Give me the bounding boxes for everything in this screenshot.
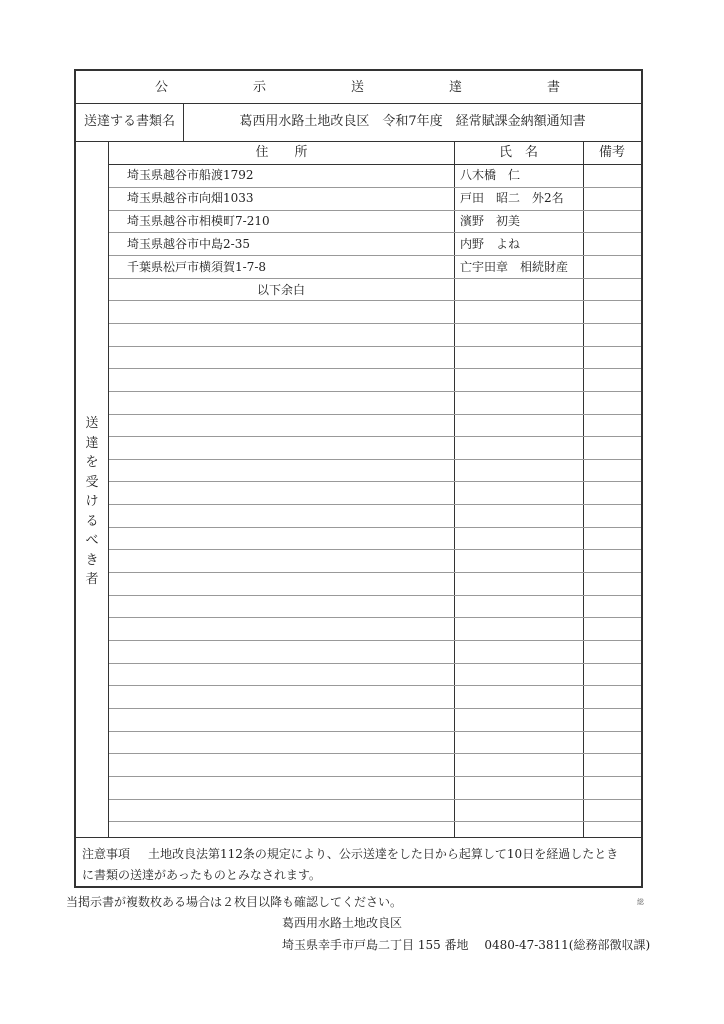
title-char: 達: [448, 80, 464, 95]
address-cell: 埼玉県越谷市向畑1033: [127, 191, 254, 205]
org-name: 葛西用水路土地改良区: [282, 916, 403, 930]
recipients-table: [76, 142, 641, 838]
row-rule: [109, 595, 641, 596]
row-rule: [109, 232, 641, 233]
address-header: 住 所: [255, 145, 308, 160]
title-char: 示: [252, 80, 268, 95]
row-rule: [109, 617, 641, 618]
row-rule: [109, 210, 641, 211]
address-cell: 千葉県松戸市横須賀1-7-8: [127, 260, 267, 274]
name-cell: 亡宇田章 相続財産: [460, 260, 569, 274]
recipients-label-char: べ: [85, 533, 99, 548]
recipients-label-char: け: [85, 494, 99, 509]
address-cell: 埼玉県越谷市中島2-35: [127, 237, 250, 251]
row-rule: [109, 323, 641, 324]
row-rule: [109, 391, 641, 392]
row-rule: [109, 753, 641, 754]
recipients-label-char: 送: [85, 416, 99, 431]
recipients-label: [76, 142, 109, 837]
title-char: 公: [154, 80, 170, 95]
row-rule: [109, 527, 641, 528]
recipients-label-char: き: [85, 552, 99, 568]
row-rule: [109, 799, 641, 800]
note-header: 備考: [598, 145, 625, 160]
address-cell: 埼玉県越谷市相模町7-210: [127, 214, 270, 228]
recipients-label-char: 者: [85, 572, 99, 587]
row-rule: [109, 776, 641, 777]
row-rule: [109, 549, 641, 550]
row-rule: [109, 504, 641, 505]
recipients-label-char: る: [85, 513, 99, 529]
recipients-label-char: 達: [85, 435, 99, 451]
address-cell: 埼玉県越谷市船渡1792: [127, 168, 254, 182]
row-rule: [109, 300, 641, 301]
row-rule: [109, 278, 641, 279]
document-value: 葛西用水路土地改良区 令和7年度 経常賦課金納額通知書: [239, 114, 586, 129]
recipients-grid: [109, 142, 641, 837]
name-header: 氏 名: [498, 145, 538, 160]
notes: [76, 838, 641, 890]
row-rule: [109, 414, 641, 415]
notice-form: [74, 69, 643, 888]
column-divider: [454, 142, 455, 837]
column-divider: [583, 142, 584, 837]
notes-heading: 注意事項: [82, 847, 131, 861]
row-rule: [109, 459, 641, 460]
name-cell: 戸田 昭二 外2名: [460, 191, 564, 205]
row-rule: [109, 731, 641, 732]
multi-page-note: 当掲示書が複数枚ある場合は２枚目以降も確認してください。: [66, 895, 403, 909]
title-char: 送: [350, 80, 366, 95]
title-char: 書: [546, 80, 562, 95]
recipients-label-char: 受: [85, 474, 99, 490]
name-cell: 濱野 初美: [460, 214, 521, 228]
page-mark: 総: [637, 898, 644, 906]
remainder-text: 以下余白: [257, 283, 306, 297]
document-label: 送達する書類名: [76, 104, 184, 141]
notes-line-1: 土地改良法第112条の規定により、公示送達をした日から起算して10日を経過したとき: [148, 847, 619, 861]
row-rule: [109, 481, 641, 482]
recipients-label-char: を: [85, 455, 99, 470]
name-cell: 内野 よね: [460, 237, 521, 251]
form-title: [76, 71, 641, 104]
row-rule: [109, 821, 641, 822]
name-cell: 八木橋 仁: [460, 168, 521, 182]
row-rule: [109, 708, 641, 709]
row-rule: [109, 187, 641, 188]
row-rule: [109, 346, 641, 347]
row-rule: [109, 255, 641, 256]
row-rule: [109, 640, 641, 641]
row-rule: [109, 572, 641, 573]
notes-line-2: に書類の送達があったものとみなされます。: [82, 868, 321, 882]
row-rule: [109, 685, 641, 686]
document-row: [76, 104, 641, 142]
row-rule: [109, 368, 641, 369]
org-address: 埼玉県幸手市戸島二丁目 155 番地 0480-47-3811(総務部徴収課): [282, 938, 651, 952]
row-rule: [109, 436, 641, 437]
row-rule: [109, 663, 641, 664]
